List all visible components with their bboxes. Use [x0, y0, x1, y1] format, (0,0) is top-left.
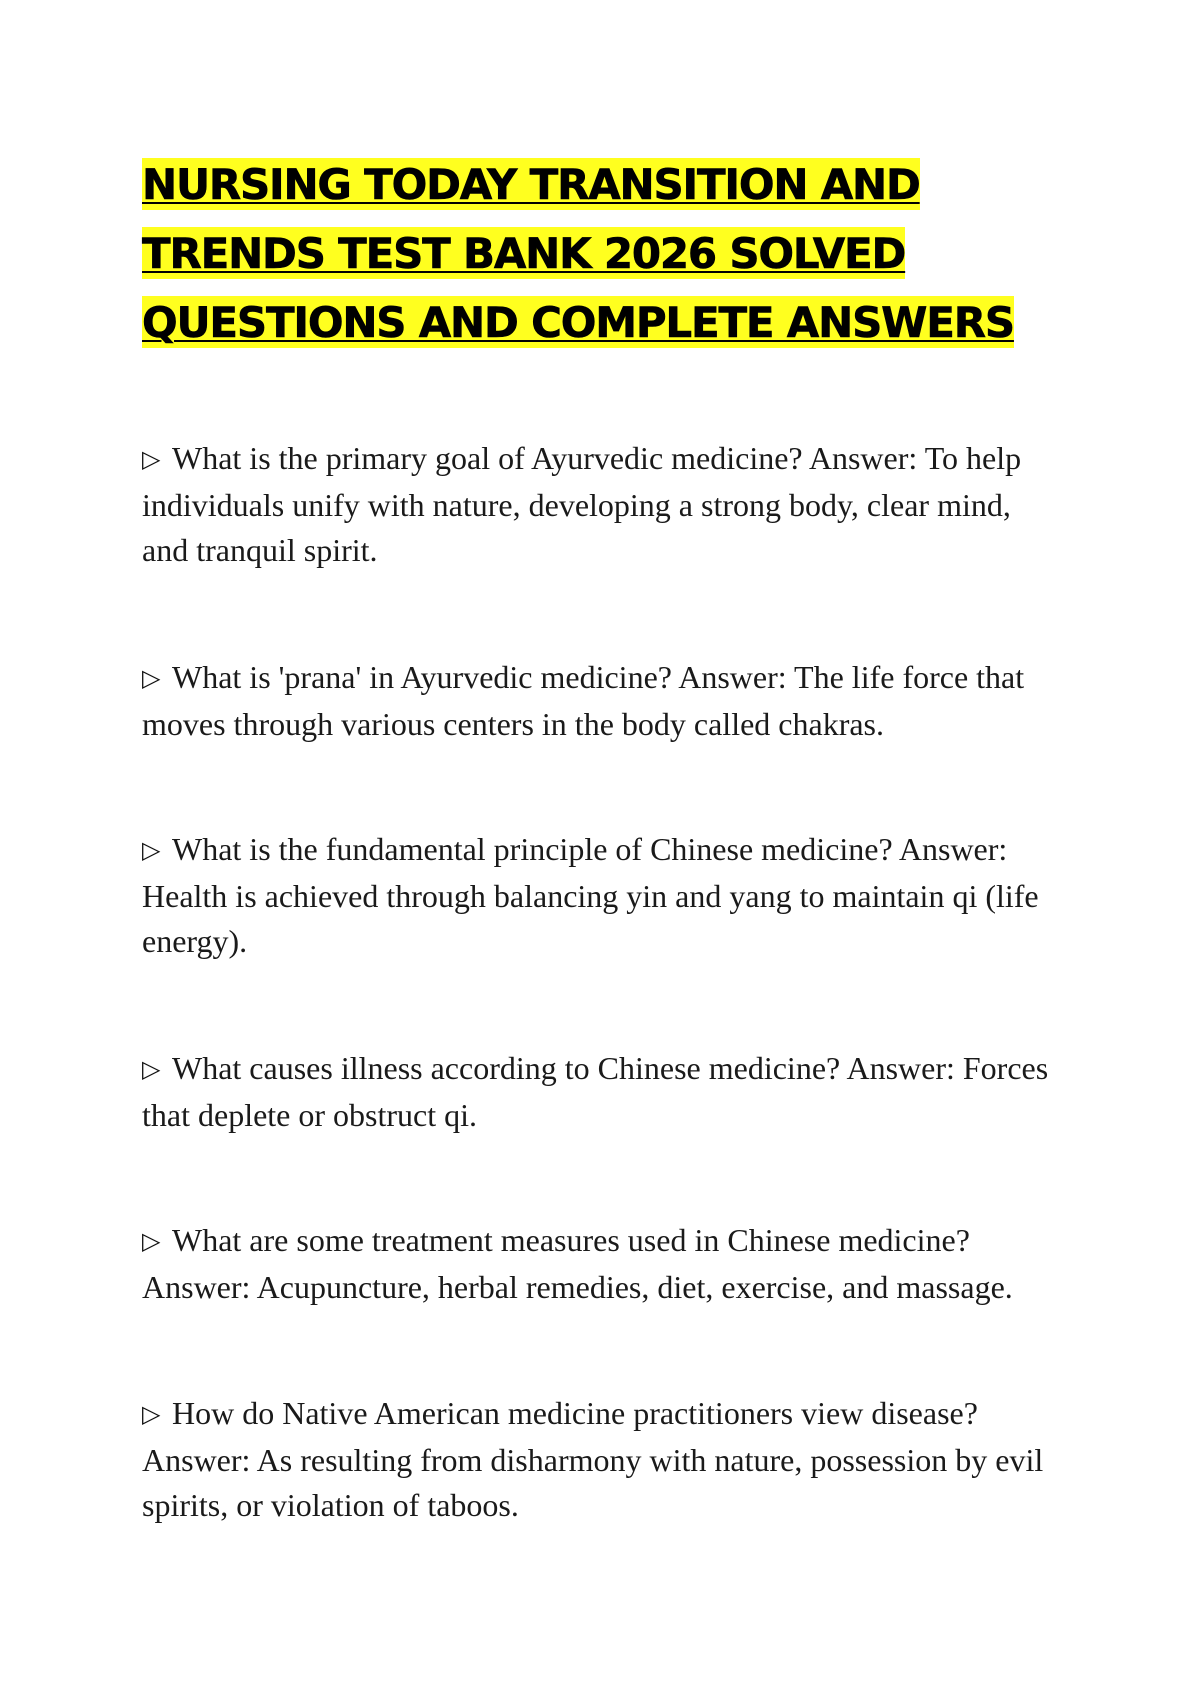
- document-title: [142, 150, 1022, 357]
- qa-text: What is the primary goal of Ayurvedic medicine? Answer: To help individuals unify with nature, developing a strong body, clear mind, and tranquil spirit.: [142, 440, 1022, 568]
- qa-item: [142, 436, 1062, 574]
- qa-text: What is 'prana' in Ayurvedic medicine? Answer: The life force that moves through various centers in the body called chakras.: [142, 659, 1025, 742]
- triangle-bullet-icon: ▷: [142, 1227, 161, 1255]
- title-line-3: QUESTIONS AND COMPLETE ANSWERS: [142, 298, 1014, 347]
- triangle-bullet-icon: ▷: [142, 445, 161, 473]
- triangle-bullet-icon: ▷: [142, 664, 161, 692]
- qa-item: [142, 1218, 1062, 1310]
- qa-text: What causes illness according to Chinese medicine? Answer: Forces that deplete or obstruct qi.: [142, 1050, 1049, 1133]
- triangle-bullet-icon: ▷: [142, 1400, 161, 1428]
- qa-item: [142, 827, 1062, 965]
- triangle-bullet-icon: ▷: [142, 1055, 161, 1083]
- qa-text: What are some treatment measures used in Chinese medicine? Answer: Acupuncture, herbal remedies, diet, exercise, and massage.: [142, 1222, 1013, 1305]
- title-line-1: NURSING TODAY TRANSITION AND: [142, 160, 920, 209]
- qa-item: [142, 1391, 1062, 1529]
- qa-text: What is the fundamental principle of Chinese medicine? Answer: Health is achieved through balancing yin and yang to maintain qi (life energy).: [142, 831, 1039, 959]
- title-line-2: TRENDS TEST BANK 2026 SOLVED: [142, 229, 906, 278]
- triangle-bullet-icon: ▷: [142, 836, 161, 864]
- qa-text: How do Native American medicine practitioners view disease? Answer: As resulting from disharmony with nature, possession by evil spirits, or violation of taboos.: [142, 1395, 1044, 1523]
- qa-item: [142, 1046, 1062, 1138]
- qa-item: [142, 655, 1062, 747]
